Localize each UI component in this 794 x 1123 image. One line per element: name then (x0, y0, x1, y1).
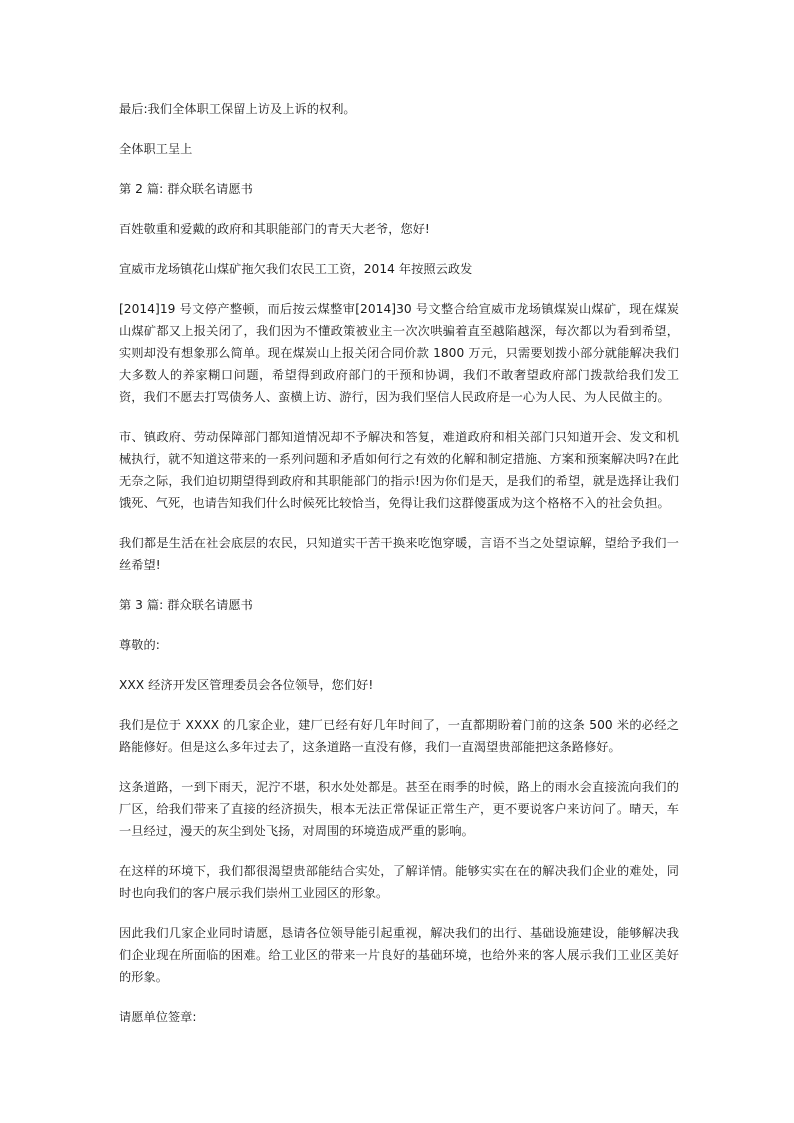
signature-label: 请愿单位签章: (119, 1010, 197, 1024)
salutation-2: 百姓敬重和爱戴的政府和其职能部门的青天大老爷，您好! (119, 222, 430, 236)
paragraph: 宣威市龙场镇花山煤矿拖欠我们农民工工资，2014 年按照云政发 (119, 262, 473, 276)
salutation-3: 尊敬的: (119, 638, 160, 652)
paragraph: [2014]19 号文停产整顿，而后按云煤整审[2014]30 号文整合给宣威市龙场镇煤炭山煤矿，现在煤炭山煤矿都又上报关闭了，我们因为不懂政策被业主一次次哄骗着直至越陷越深，每次都以为看到希望，实则却没有想象那么简单。现在煤炭山上报关闭合同价款 1800 万元，只需要划拨小部分就能解决我们大多数人的养家糊口问题，希望得到政府部门的干预和协调，我们不敢奢望政府部门拨款给我们发工资，我们不愿去打骂债务人、蛮横上访、游行，因为我们坚信人民政府是一心为人民、为人民做主的。 (119, 302, 679, 404)
document-body (119, 98, 679, 1046)
section-heading-2: 第 2 篇: 群众联名请愿书 (119, 182, 253, 196)
paragraph: 这条道路，一到下雨天，泥泞不堪，积水处处都是。甚至在雨季的时候，路上的雨水会直接流向我们的厂区，给我们带来了直接的经济损失，根本无法正常保证正常生产，更不要说客户来访问了。晴天，车一旦经过，漫天的灰尘到处飞扬，对周围的环境造成严重的影响。 (119, 780, 679, 838)
paragraph: 我们是位于 XXXX 的几家企业，建厂已经有好几年时间了，一直都期盼着门前的这条 500 米的必经之路能修好。但是这么多年过去了，这条道路一直没有修，我们一直渴望贵部能把这条路修好。 (119, 718, 679, 754)
signature-line: 全体职工呈上 (119, 142, 193, 156)
closing-statement: 最后:我们全体职工保留上访及上诉的权利。 (119, 102, 356, 116)
paragraph: 在这样的环境下，我们都很渴望贵部能结合实处，了解详情。能够实实在在的解决我们企业的难处，同时也向我们的客户展示我们崇州工业园区的形象。 (119, 864, 679, 900)
paragraph: 市、镇政府、劳动保障部门都知道情况却不予解决和答复，难道政府和相关部门只知道开会、发文和机械执行，就不知道这带来的一系列问题和矛盾如何行之有效的化解和制定措施、方案和预案解决吗?在此无奈之际，我们迫切期望得到政府和其职能部门的指示!因为你们是天，是我们的希望，就是选择让我们饿死、气死，也请告知我们什么时候死比较恰当，免得让我们这群傻蛋成为这个格格不入的社会负担。 (119, 430, 679, 510)
section-heading-3: 第 3 篇: 群众联名请愿书 (119, 598, 253, 612)
paragraph: 我们都是生活在社会底层的农民，只知道实干苦干换来吃饱穿暖，言语不当之处望谅解，望给予我们一丝希望! (119, 536, 679, 572)
paragraph: 因此我们几家企业同时请愿，恳请各位领导能引起重视，解决我们的出行、基础设施建设，能够解决我们企业现在所面临的困难。给工业区的带来一片良好的基础环境，也给外来的客人展示我们工业区美好的形象。 (119, 926, 679, 984)
addressee-line: XXX 经济开发区管理委员会各位领导，您们好! (119, 678, 374, 692)
